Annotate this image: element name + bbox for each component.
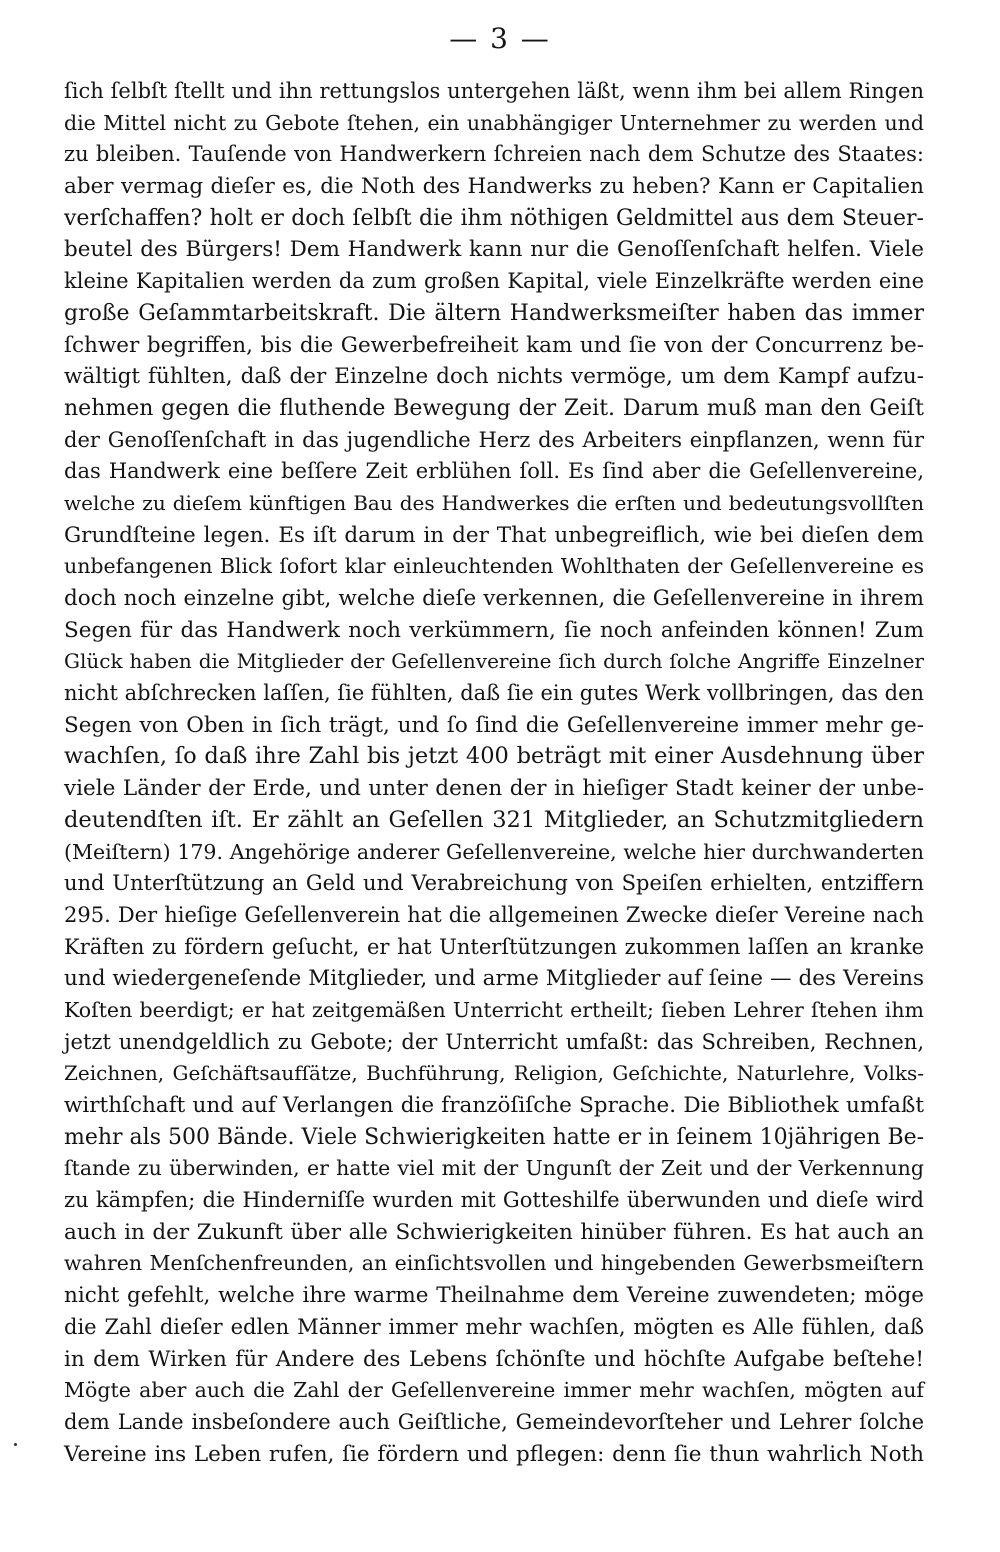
text-line: ſich ſelbſt ſtellt und ihn rettungslos untergehen läßt, wenn ihm bei allem Ringen xyxy=(64,79,924,103)
text-line: jetzt unendgeldlich zu Gebote; der Unterricht umfaßt: das Schreiben, Rechnen, xyxy=(64,1029,924,1054)
text-line: wachſen, ſo daß ihre Zahl bis jetzt 400 beträgt mit einer Ausdehnung über xyxy=(64,743,924,770)
text-line: auch in der Zukunft über alle Schwierigkeiten hinüber führen. Es hat auch an xyxy=(64,1219,924,1245)
text-line: verſchaffen? holt er doch ſelbſt die ihm nöthigen Geldmittel aus dem Steuer- xyxy=(64,205,924,231)
text-line: und wiedergeneſende Mitglieder, und arme Mitglieder auf ſeine — des Vereins xyxy=(64,966,924,992)
text-line: der Genoſſenſchaft in das jugendliche Herz des Arbeiters einpflanzen, wenn für xyxy=(64,427,924,452)
text-line: unbefangenen Blick ſofort klar einleuchtenden Wohlthaten der Geſellenvereine es xyxy=(64,554,924,579)
text-line: das Handwerk eine beſſere Zeit erblühen ſoll. Es ſind aber die Geſellenvereine, xyxy=(64,459,924,484)
text-line: welche zu dieſem künftigen Bau des Handwerkes die erſten und bedeutungsvollſten xyxy=(64,490,924,515)
text-line: Koſten beerdigt; er hat zeitgemäßen Unterricht ertheilt; ſieben Lehrer ſtehen ihm xyxy=(64,997,924,1022)
text-line: dem Lande insbeſondere auch Geiſtliche, Gemeindevorſteher und Lehrer ſolche xyxy=(64,1409,924,1434)
text-line: beutel des Bürgers! Dem Handwerk kann nur die Genoſſenſchaft helfen. Viele xyxy=(64,237,924,263)
body-text xyxy=(64,76,924,1502)
text-line: Zeichnen, Geſchäftsaufſätze, Buchführung, Religion, Geſchichte, Naturlehre, Volks- xyxy=(64,1061,924,1086)
text-line: die Zahl dieſer edlen Männer immer mehr wachſen, mögten es Alle fühlen, daß xyxy=(64,1314,924,1339)
text-line xyxy=(64,1470,924,1502)
text-line: Mögte aber auch die Zahl der Geſellenvereine immer mehr wachſen, mögten auf xyxy=(64,1378,924,1403)
text-line: ſchwer begriffen, bis die Gewerbefreiheit kam und ſie von der Concurrenz be- xyxy=(64,332,924,358)
text-line: viele Länder der Erde, und unter denen der in hieſiger Stadt keiner der unbe- xyxy=(64,776,924,802)
text-line: zu bleiben. Tauſende von Handwerkern ſchreien nach dem Schutze des Staates: xyxy=(64,142,924,167)
text-line: und Unterſtützung an Geld und Verabreichung von Speiſen erhielten, entziffern xyxy=(64,871,924,896)
text-line: wältigt fühlten, daß der Einzelne doch nichts vermöge, um dem Kampf aufzu- xyxy=(64,364,924,390)
text-line: mehr als 500 Bände. Viele Schwierigkeiten hatte er in ſeinem 10jährigen Be- xyxy=(64,1124,925,1150)
text-line: die Mittel nicht zu Gebote ſtehen, ein unabhängiger Unternehmer zu werden und xyxy=(64,110,924,135)
text-line: wirthſchaft und auf Verlangen die franzöſiſche Sprache. Die Bibliothek umfaßt xyxy=(64,1093,924,1118)
text-line: Segen von Oben in ſich trägt, und ſo ſind die Geſellenvereine immer mehr ge- xyxy=(64,712,924,738)
margin-ink-dot xyxy=(14,1443,17,1446)
text-line: deutendſten iſt. Er zählt an Geſellen 321 Mitglieder, an Schutzmitgliedern xyxy=(64,806,924,833)
text-line: Segen für das Handwerk noch verkümmern, ſie noch anfeinden können! Zum xyxy=(64,617,924,643)
text-line: 295. Der hieſige Geſellenverein hat die allgemeinen Zwecke dieſer Vereine nach xyxy=(64,902,924,927)
text-line: wahren Menſchenfreunden, an einſichtsvollen und hingebenden Gewerbsmeiſtern xyxy=(64,1251,924,1276)
text-line: Vereine ins Leben rufen, ſie fördern und pflegen: denn ſie thun wahrlich Noth xyxy=(64,1441,924,1467)
text-line: große Geſammtarbeitskraft. Die ältern Handwerksmeiſter haben das immer xyxy=(64,300,924,326)
text-line: kleine Kapitalien werden da zum großen Kapital, viele Einzelkräfte werden eine xyxy=(64,269,924,294)
text-line: zu kämpfen; die Hinderniſſe wurden mit Gotteshilfe überwunden und dieſe wird xyxy=(64,1188,924,1213)
page-number: — 3 — xyxy=(449,22,551,55)
text-line: Kräften zu fördern geſucht, er hat Unterſtützungen zukommen laſſen an kranke xyxy=(64,934,924,959)
text-line: doch noch einzelne gibt, welche dieſe verkennen, die Geſellenvereine in ihrem xyxy=(64,586,924,611)
text-line: nicht gefehlt, welche ihre warme Theilnahme dem Vereine zuwendeten; möge xyxy=(64,1283,924,1309)
text-line: (Meiſtern) 179. Angehörige anderer Geſellenvereine, welche hier durchwanderten xyxy=(64,839,924,864)
text-line: Grundſteine legen. Es iſt darum in der That unbegreiflich, wie bei dieſen dem xyxy=(64,522,924,548)
text-line: nehmen gegen die fluthende Bewegung der Zeit. Darum muß man den Geiſt xyxy=(64,395,924,421)
text-line: ſtande zu überwinden, er hatte viel mit der Ungunſt der Zeit und der Verkennung xyxy=(64,1156,924,1181)
text-line: aber vermag dieſer es, die Noth des Handwerks zu heben? Kann er Capitalien xyxy=(64,174,924,200)
text-line: Glück haben die Mitglieder der Geſellenvereine ſich durch ſolche Angriffe Einzelner xyxy=(64,649,924,674)
text-line: in dem Wirken für Andere des Lebens ſchönſte und höchſte Aufgabe beſtehe! xyxy=(64,1346,924,1372)
text-line: nicht abſchrecken laſſen, ſie fühlten, daß ſie ein gutes Werk vollbringen, das den xyxy=(64,681,925,706)
